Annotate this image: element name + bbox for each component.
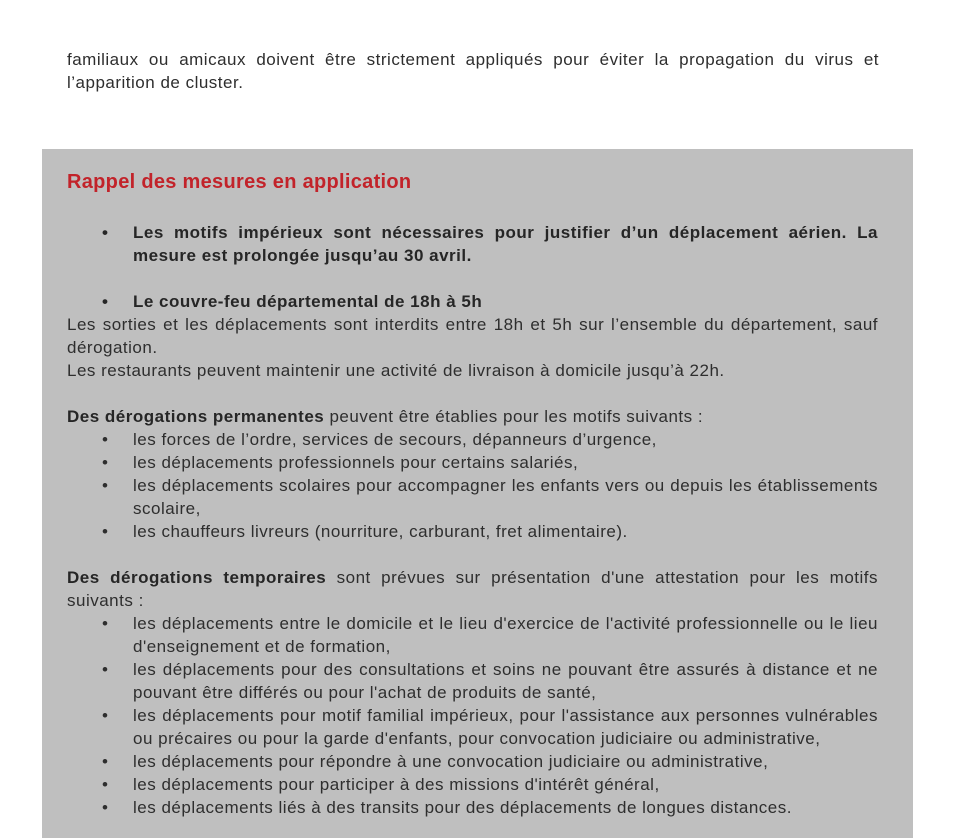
- permanent-derogations-lead: [67, 405, 878, 428]
- list-item: [67, 451, 878, 474]
- list-item: [67, 796, 878, 819]
- spacer: [67, 267, 878, 290]
- list-item-text: les chauffeurs livreurs (nourriture, carburant, fret alimentaire).: [133, 522, 628, 541]
- curfew-paragraph-2: Les restaurants peuvent maintenir une activité de livraison à domicile jusqu’à 22h.: [67, 361, 725, 380]
- bullet-icon: •: [102, 453, 109, 472]
- list-item-curfew: [67, 290, 878, 313]
- list-item-text: les déplacements professionnels pour certains salariés,: [133, 453, 579, 472]
- list-item-text: les forces de l’ordre, services de secours, dépanneurs d’urgence,: [133, 430, 657, 449]
- list-item-text: les déplacements pour motif familial impérieux, pour l'assistance aux personnes vulnérables ou précaires ou pour la garde d'enfants, pour convocation judiciaire ou administrative,: [133, 706, 878, 748]
- spacer: [67, 543, 878, 566]
- temporary-derogations-lead: [67, 566, 878, 612]
- list-item-text: les déplacements pour des consultations et soins ne pouvant être assurés à distance et ne pouvant être différés ou pour l'achat de produits de santé,: [133, 660, 878, 702]
- list-item: [67, 704, 878, 750]
- bullet-icon: •: [102, 706, 109, 725]
- bullet-icon: •: [102, 430, 109, 449]
- list-item: [67, 428, 878, 451]
- bullet-icon: •: [102, 223, 109, 242]
- lead-bold-text: Des dérogations temporaires: [67, 568, 327, 587]
- bullet-icon: •: [102, 522, 109, 541]
- lead-rest-text: peuvent être établies pour les motifs suivants :: [324, 407, 704, 426]
- list-item: [67, 612, 878, 658]
- list-item: [67, 658, 878, 704]
- lead-bold-text: Des dérogations permanentes: [67, 407, 325, 426]
- bullet-icon: •: [102, 614, 109, 633]
- curfew-paragraph-1: Les sorties et les déplacements sont interdits entre 18h et 5h sur l’ensemble du département, sauf dérogation.: [67, 315, 878, 357]
- bullet-icon: •: [102, 660, 109, 679]
- list-item-text: les déplacements entre le domicile et le lieu d'exercice de l'activité professionnelle ou le lieu d'enseignement et de formation,: [133, 614, 878, 656]
- list-item: [67, 474, 878, 520]
- spacer: [67, 382, 878, 405]
- list-item-text: les déplacements pour répondre à une convocation judiciaire ou administrative,: [133, 752, 769, 771]
- bullet-icon: •: [102, 476, 109, 495]
- list-item: [67, 750, 878, 773]
- list-item-text: les déplacements pour participer à des missions d'intérêt général,: [133, 775, 660, 794]
- bullet-icon: •: [102, 775, 109, 794]
- bullet-icon: •: [102, 752, 109, 771]
- list-item: [67, 520, 878, 543]
- intro-paragraph: familiaux ou amicaux doivent être strictement appliqués pour éviter la propagation du virus et l’apparition de cluster.: [67, 50, 879, 92]
- list-item-text: Le couvre-feu départemental de 18h à 5h: [133, 292, 483, 311]
- list-item-imperative-motives: [67, 221, 878, 267]
- bullet-icon: •: [102, 292, 109, 311]
- list-item-text: les déplacements scolaires pour accompagner les enfants vers ou depuis les établissements scolaire,: [133, 476, 878, 518]
- list-item: [67, 773, 878, 796]
- bullet-icon: •: [102, 798, 109, 817]
- measures-panel: [42, 149, 913, 838]
- list-item-text: Les motifs impérieux sont nécessaires pour justifier d’un déplacement aérien. La mesure est prolongée jusqu’au 30 avril.: [133, 223, 878, 265]
- lead-rest-text: sont prévues sur présentation d'une attestation pour les motifs suivants :: [67, 568, 878, 610]
- list-item-text: les déplacements liés à des transits pour des déplacements de longues distances.: [133, 798, 792, 817]
- panel-title: Rappel des mesures en application: [67, 171, 412, 193]
